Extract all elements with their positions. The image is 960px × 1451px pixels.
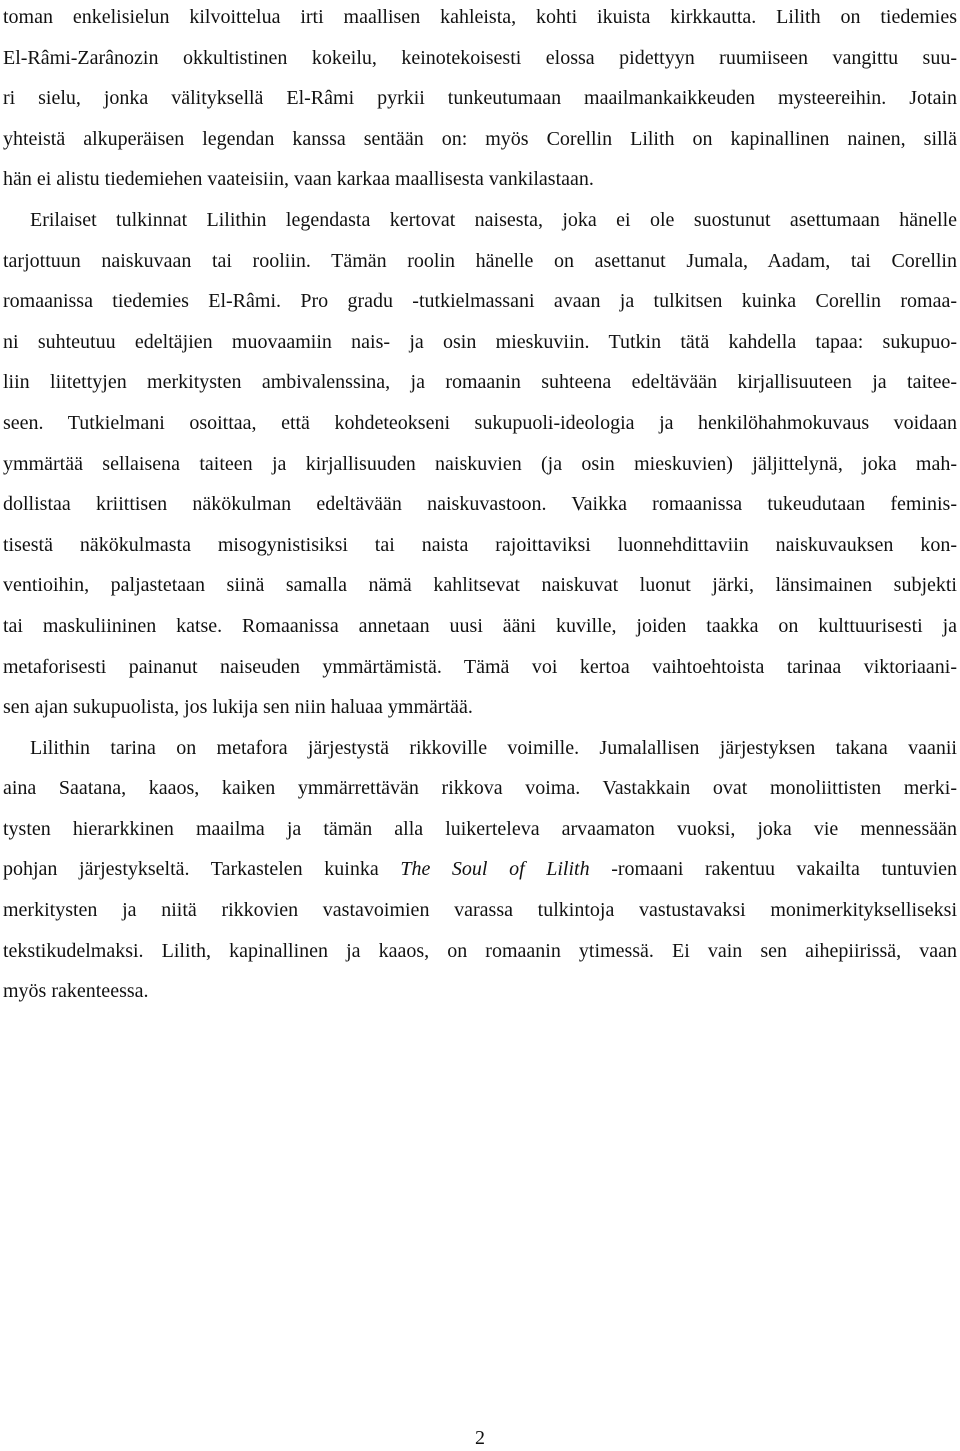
text-line: tarjottuun naiskuvaan tai rooliin. Tämän roolin hänelle on asettanut Jumala, Aadam, tai Corellin xyxy=(3,249,957,272)
text-line: merkitysten ja niitä rikkovien vastavoimien varassa tulkintoja vastustavaksi monimerkitykselliseksi xyxy=(3,899,957,922)
body-text xyxy=(3,0,957,1012)
text-line: romaanissa tiedemies El-Râmi. Pro gradu -tutkielmassani avaan ja tulkitsen kuinka Corellin romaa- xyxy=(3,290,957,313)
text-line: ymmärtää sellaisena taiteen ja kirjallisuuden naiskuvien (ja osin mieskuvien) jäljittelynä, joka mah- xyxy=(3,452,957,475)
text-line: yhteistä alkuperäisen legendan kanssa sentään on: myös Corellin Lilith on kapinallinen nainen, sillä xyxy=(3,127,957,150)
text-line: ventioihin, paljastetaan siinä samalla nämä kahlitsevat naiskuvat luonut järki, länsimainen subjekti xyxy=(3,574,957,597)
line-text-after-title: -romaani rakentuu vakailta tuntuvien xyxy=(611,858,958,881)
text-line: sen ajan sukupuolista, jos lukija sen niin haluaa ymmärtää. xyxy=(3,696,473,719)
text-line: liin liitettyjen merkitysten ambivalenssina, ja romaanin suhteena edeltävään kirjallisuuteen ja taitee- xyxy=(3,371,957,394)
text-line: aina Saatana, kaaos, kaiken ymmärrettävän rikkova voima. Vastakkain ovat monoliittisten merki- xyxy=(3,777,957,800)
text-line: metaforisesti painanut naiseuden ymmärtämistä. Tämä voi kertoa vaihtoehtoista tarinaa viktoriaani- xyxy=(3,655,957,678)
text-line: Lilithin tarina on metafora järjestystä rikkoville voimille. Jumalallisen järjestyksen takana vaanii xyxy=(30,736,957,759)
text-line-with-title xyxy=(3,849,957,890)
page-number: 2 xyxy=(475,1427,485,1449)
text-line: Erilaiset tulkinnat Lilithin legendasta kertovat naisesta, joka ei ole suostunut asettumaan hänelle xyxy=(30,208,957,231)
text-line: tisestä näkökulmasta misogynistisiksi tai naista rajoittaviksi luonnehdittaviin naiskuvauksen kon- xyxy=(3,533,957,556)
book-title: The Soul of Lilith xyxy=(400,858,590,881)
text-line: toman enkelisielun kilvoittelua irti maallisen kahleista, kohti ikuista kirkkautta. Lilith on tiedemies xyxy=(3,6,957,28)
text-line: myös rakenteessa. xyxy=(3,980,149,1003)
text-line: tysten hierarkkinen maailma ja tämän alla luikerteleva arvaamaton vuoksi, joka vie mennessään xyxy=(3,817,957,840)
paragraph-1 xyxy=(3,0,957,200)
text-line: dollistaa kriittisen näkökulman edeltävään naiskuvastoon. Vaikka romaanissa tukeudutaan feminis- xyxy=(3,493,957,516)
text-line: seen. Tutkielmani osoittaa, että kohdeteokseni sukupuoli-ideologia ja henkilöhahmokuvaus voidaan xyxy=(3,411,957,434)
text-line: ri sielu, jonka välityksellä El-Râmi pyrkii tunkeutumaan maailmankaikkeuden mysteereihin. Jotain xyxy=(3,87,957,110)
paragraph-3 xyxy=(3,728,957,1012)
text-line: tekstikudelmaksi. Lilith, kapinallinen ja kaaos, on romaanin ytimessä. Ei vain sen aihepiirissä, vaan xyxy=(3,939,957,962)
text-line: hän ei alistu tiedemiehen vaateisiin, vaan karkaa maallisesta vankilastaan. xyxy=(3,168,594,191)
line-text-before-title: pohjan järjestykseltä. Tarkastelen kuinka xyxy=(3,858,379,881)
text-line: El-Râmi-Zarânozin okkultistinen kokeilu, keinotekoisesti elossa pidettyyn ruumiiseen vangittu suu- xyxy=(3,46,957,69)
text-line: tai maskuliininen katse. Romaanissa annetaan uusi ääni kuville, joiden taakka on kulttuurisesti ja xyxy=(3,614,957,637)
text-line: ni suhteutuu edeltäjien muovaamiin nais- ja osin mieskuviin. Tutkin tätä kahdella tapaa: sukupuo- xyxy=(3,330,957,353)
paragraph-2 xyxy=(3,200,957,728)
